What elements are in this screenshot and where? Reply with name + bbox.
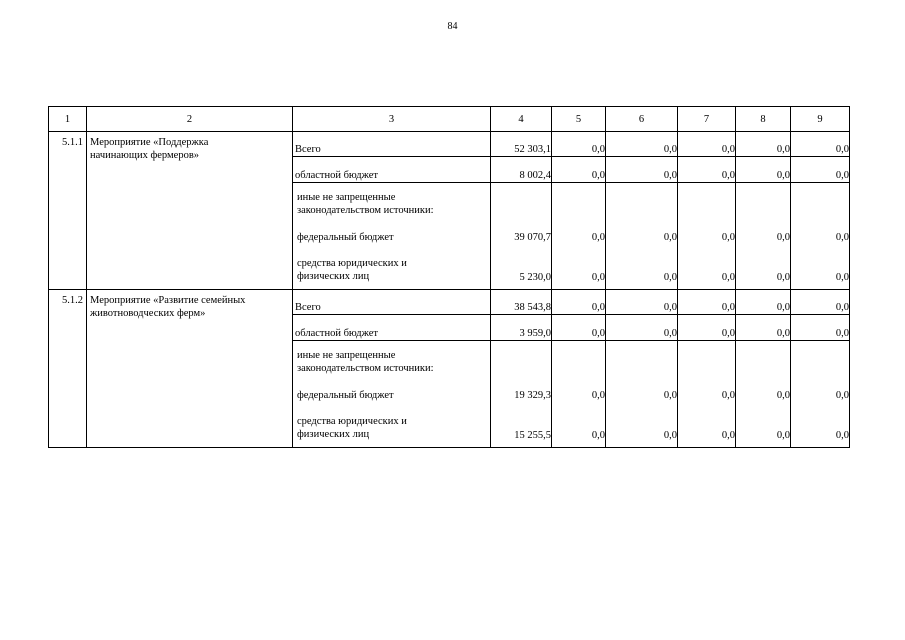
value-cell: 0,0 <box>552 290 606 315</box>
value-cell-group <box>791 341 850 448</box>
value-cell: 0,0 <box>791 315 850 341</box>
value-cell: 0,0 <box>791 290 850 315</box>
value-cell: 0,0 <box>678 132 736 157</box>
measure-name-line: животноводческих ферм» <box>90 308 206 319</box>
value-cell-group <box>606 341 678 448</box>
measure-name <box>87 290 293 448</box>
source-label <box>297 415 407 441</box>
column-header: 3 <box>293 107 491 132</box>
value-cell: 0,0 <box>791 157 850 183</box>
source-label-group <box>293 183 491 290</box>
value-cell: 0,0 <box>606 132 678 157</box>
source-label-line: законодательством источники: <box>297 205 434 216</box>
value-cell: 0,0 <box>591 430 605 441</box>
table-header-row <box>49 107 850 132</box>
value-cell: 0,0 <box>835 232 849 243</box>
column-header: 4 <box>491 107 552 132</box>
value-cell: 0,0 <box>776 430 790 441</box>
source-label-line: физических лиц <box>297 271 370 282</box>
value-cell: 0,0 <box>678 157 736 183</box>
value-cell: 0,0 <box>791 132 850 157</box>
value-cell: 0,0 <box>736 157 791 183</box>
source-label-line: средства юридических и <box>297 258 407 269</box>
value-cell: 0,0 <box>835 430 849 441</box>
value-cell: 0,0 <box>736 315 791 341</box>
column-header: 8 <box>736 107 791 132</box>
value-cell: 0,0 <box>678 290 736 315</box>
source-label <box>297 191 434 217</box>
value-cell-group <box>736 341 791 448</box>
value-cell-group <box>552 341 606 448</box>
value-cell: 0,0 <box>835 272 849 283</box>
measure-code: 5.1.1 <box>49 132 87 290</box>
value-cell: 8 002,4 <box>491 157 552 183</box>
value-cell: 0,0 <box>606 290 678 315</box>
value-cell: 0,0 <box>721 272 735 283</box>
measure-name <box>87 132 293 290</box>
source-label: федеральный бюджет <box>297 390 394 401</box>
value-cell: 0,0 <box>552 132 606 157</box>
value-cell-group <box>491 183 552 290</box>
column-header: 1 <box>49 107 87 132</box>
value-cell: 0,0 <box>552 157 606 183</box>
source-label <box>297 257 407 283</box>
table-row <box>49 290 850 315</box>
value-cell: 38 543,8 <box>491 290 552 315</box>
value-cell: 0,0 <box>776 390 790 401</box>
measure-code: 5.1.2 <box>49 290 87 448</box>
value-cell: 0,0 <box>721 390 735 401</box>
value-cell: 0,0 <box>721 430 735 441</box>
source-label-line: иные не запрещенные <box>297 192 396 203</box>
measure-name-line: Мероприятие «Развитие семейных <box>90 295 246 306</box>
column-header: 5 <box>552 107 606 132</box>
value-cell-group <box>606 183 678 290</box>
column-header: 7 <box>678 107 736 132</box>
value-cell-group <box>791 183 850 290</box>
value-cell: 52 303,1 <box>491 132 552 157</box>
value-cell: 15 255,5 <box>514 430 551 441</box>
source-label-group <box>293 341 491 448</box>
value-cell-group <box>678 341 736 448</box>
value-cell-group <box>552 183 606 290</box>
source-label: областной бюджет <box>293 315 491 341</box>
source-label-line: средства юридических и <box>297 416 407 427</box>
value-cell: 0,0 <box>736 132 791 157</box>
value-cell: 0,0 <box>776 272 790 283</box>
value-cell: 0,0 <box>606 157 678 183</box>
value-cell: 39 070,7 <box>514 232 551 243</box>
value-cell-group <box>736 183 791 290</box>
value-cell: 0,0 <box>721 232 735 243</box>
value-cell: 0,0 <box>835 390 849 401</box>
source-label-line: иные не запрещенные <box>297 350 396 361</box>
column-header: 6 <box>606 107 678 132</box>
source-label-line: законодательством источники: <box>297 363 434 374</box>
measure-name-line: начинающих фермеров» <box>90 150 200 161</box>
value-cell: 0,0 <box>663 232 677 243</box>
value-cell: 0,0 <box>678 315 736 341</box>
value-cell: 0,0 <box>736 290 791 315</box>
value-cell: 0,0 <box>663 390 677 401</box>
value-cell: 5 230,0 <box>519 272 551 283</box>
column-header: 2 <box>87 107 293 132</box>
value-cell: 0,0 <box>591 272 605 283</box>
value-cell: 0,0 <box>591 232 605 243</box>
value-cell-group <box>678 183 736 290</box>
value-cell-group <box>491 341 552 448</box>
source-label <box>297 349 434 375</box>
column-header: 9 <box>791 107 850 132</box>
source-label: Всего <box>293 132 491 157</box>
value-cell: 0,0 <box>663 430 677 441</box>
value-cell: 0,0 <box>776 232 790 243</box>
budget-table <box>48 106 850 448</box>
value-cell: 0,0 <box>591 390 605 401</box>
source-label: федеральный бюджет <box>297 232 394 243</box>
source-label-line: физических лиц <box>297 429 370 440</box>
source-label: областной бюджет <box>293 157 491 183</box>
table-row <box>49 132 850 157</box>
page-number: 84 <box>447 21 458 32</box>
value-cell: 0,0 <box>552 315 606 341</box>
value-cell: 3 959,0 <box>491 315 552 341</box>
measure-name-line: Мероприятие «Поддержка <box>90 137 209 148</box>
value-cell: 19 329,3 <box>514 390 551 401</box>
value-cell: 0,0 <box>663 272 677 283</box>
value-cell: 0,0 <box>606 315 678 341</box>
source-label: Всего <box>293 290 491 315</box>
